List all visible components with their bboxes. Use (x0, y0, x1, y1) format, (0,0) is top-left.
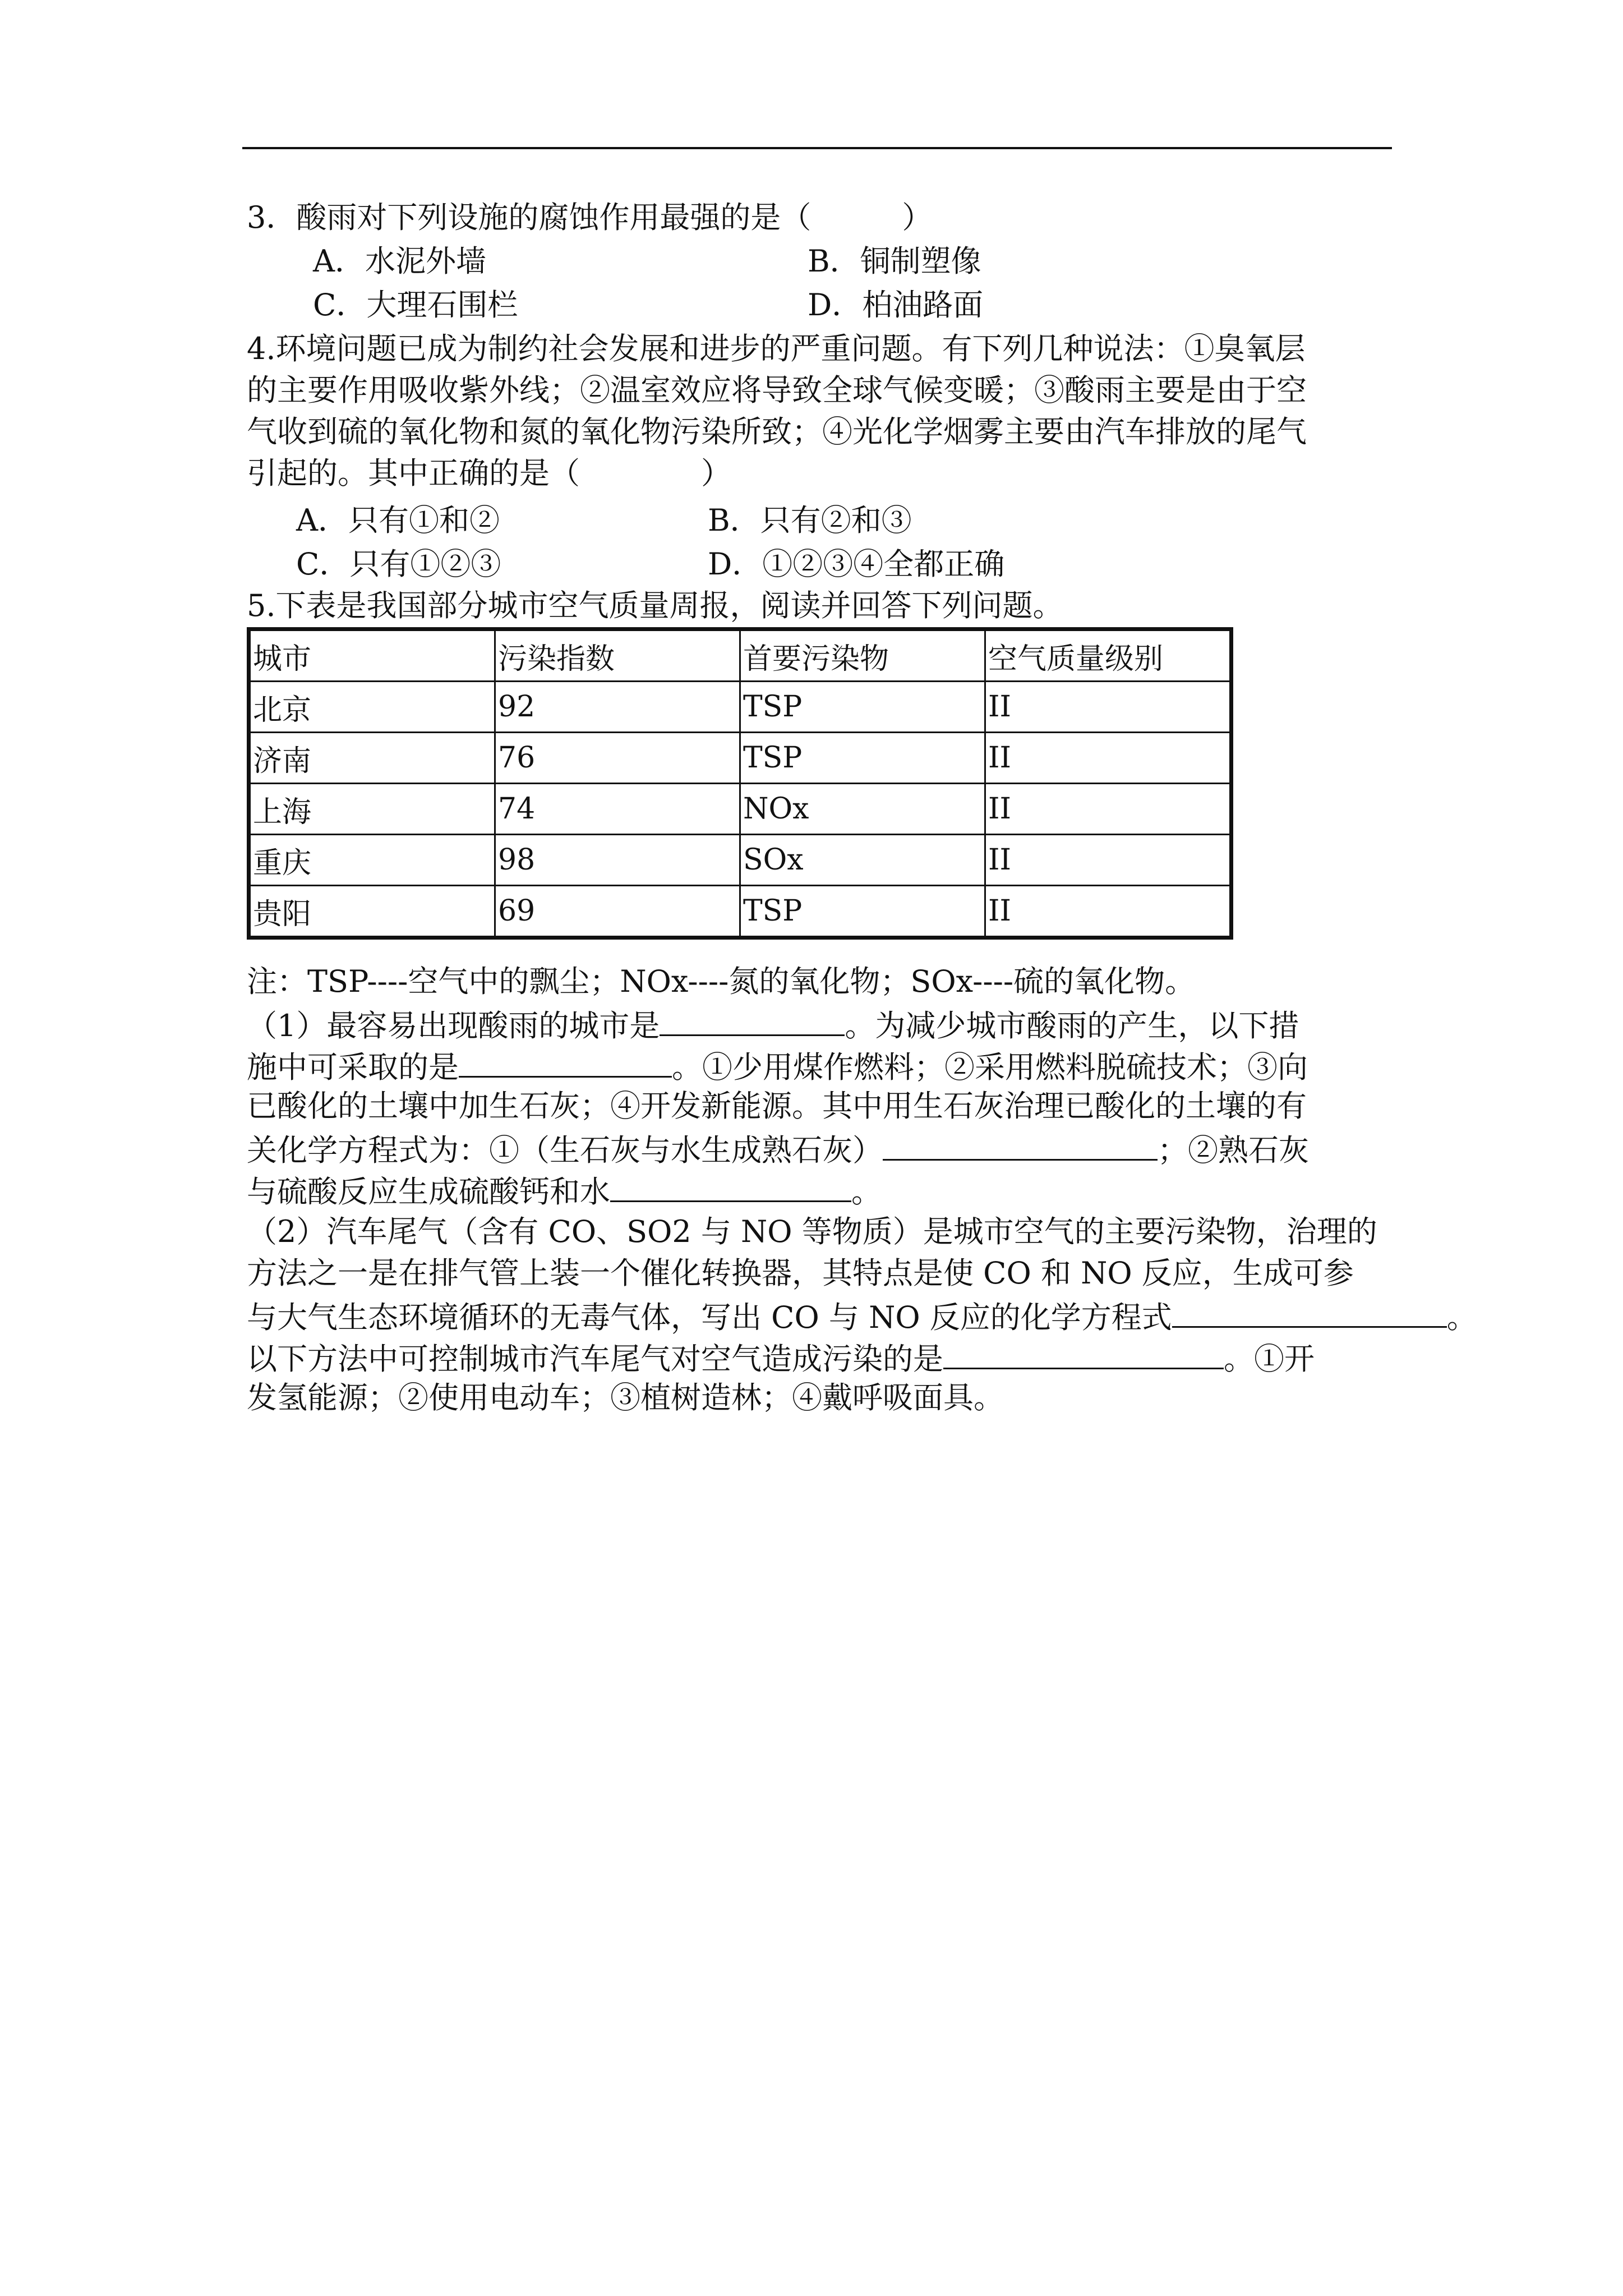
header-city: 城市 (249, 629, 495, 682)
cell-city: 济南 (249, 733, 495, 784)
q4-line-4: 引起的。其中正确的是（ ） (247, 455, 731, 491)
cell-city: 贵阳 (249, 886, 495, 938)
cell-pollutant: TSP (740, 733, 985, 784)
cell-city: 北京 (249, 682, 495, 733)
cell-pollutant: TSP (740, 682, 985, 733)
q4-option-d: D．①②③④全都正确 (708, 546, 1005, 582)
part1-line-1 (247, 1002, 1299, 1047)
answer-blank[interactable] (459, 1043, 672, 1078)
q4-line-3: 气收到硫的氧化物和氮的氧化物污染所致；④光化学烟雾主要由汽车排放的尾气 (247, 414, 1307, 449)
part1-line-3: 已酸化的土壤中加生石灰；④开发新能源。其中用生石灰治理已酸化的土壤的有 (247, 1088, 1307, 1124)
table-row (249, 886, 1232, 938)
q3-option-d: D．柏油路面 (808, 287, 984, 323)
q3-option-a: A．水泥外墙 (313, 243, 486, 279)
header-index: 污染指数 (495, 629, 740, 682)
part1-line-2 (247, 1043, 1308, 1089)
cell-city: 上海 (249, 784, 495, 835)
q4-option-a: A．只有①和② (296, 503, 500, 538)
table-header-row (249, 629, 1232, 682)
cell-index: 74 (495, 784, 740, 835)
part2-text: 以下方法中可控制城市汽车尾气对空气造成污染的是 (247, 1341, 943, 1377)
part1-text: 关化学方程式为：①（生石灰与水生成熟石灰） (247, 1133, 883, 1168)
cell-city: 重庆 (249, 835, 495, 886)
part2-line-3 (247, 1294, 1477, 1339)
table-note: 注：TSP----空气中的飘尘；NOx----氮的氧化物；SOx----硫的氧化物。 (247, 964, 1196, 999)
answer-blank[interactable] (610, 1168, 851, 1202)
header-rule (242, 147, 1392, 149)
cell-grade: II (985, 733, 1232, 784)
answer-blank[interactable] (883, 1126, 1158, 1161)
cell-index: 98 (495, 835, 740, 886)
part1-text: 施中可采取的是 (247, 1050, 459, 1085)
part1-text: （1）最容易出现酸雨的城市是 (247, 1008, 660, 1043)
q3-option-b: B．铜制塑像 (808, 243, 981, 279)
part2-text: 与大气生态环境循环的无毒气体，写出 CO 与 NO 反应的化学方程式 (247, 1300, 1172, 1335)
part2-line-4 (247, 1335, 1315, 1381)
cell-index: 76 (495, 733, 740, 784)
part2-text: 。 (1446, 1300, 1477, 1335)
cell-pollutant: TSP (740, 886, 985, 938)
table-row (249, 835, 1232, 886)
cell-index: 92 (495, 682, 740, 733)
q4-line-2: 的主要作用吸收紫外线；②温室效应将导致全球气候变暖；③酸雨主要是由于空 (247, 372, 1307, 408)
part2-line-1: （2）汽车尾气（含有 CO、SO2 与 NO 等物质）是城市空气的主要污染物，治理的 (247, 1214, 1377, 1249)
answer-blank[interactable] (660, 1002, 845, 1036)
q4-option-b: B．只有②和③ (708, 503, 912, 538)
part1-text: 与硫酸反应生成硫酸钙和水 (247, 1174, 610, 1209)
part2-text: 。①开 (1224, 1341, 1315, 1377)
part2-line-2: 方法之一是在排气管上装一个催化转换器，其特点是使 CO 和 NO 反应，生成可参 (247, 1255, 1354, 1291)
cell-pollutant: SOx (740, 835, 985, 886)
part1-text: ；②熟石灰 (1158, 1133, 1309, 1168)
table-row (249, 682, 1232, 733)
answer-blank[interactable] (1172, 1294, 1447, 1328)
cell-grade: II (985, 682, 1232, 733)
q3-stem: 3．酸雨对下列设施的腐蚀作用最强的是（ ） (247, 200, 933, 235)
part1-text: 。为减少城市酸雨的产生，以下措 (845, 1008, 1299, 1043)
part1-line-5 (247, 1168, 882, 1213)
header-pollutant: 首要污染物 (740, 629, 985, 682)
air-quality-table (247, 627, 1233, 940)
part1-text: 。 (851, 1174, 882, 1209)
q4-line-1: 4.环境问题已成为制约社会发展和进步的严重问题。有下列几种说法：①臭氧层 (247, 331, 1306, 366)
cell-grade: II (985, 835, 1232, 886)
cell-grade: II (985, 784, 1232, 835)
cell-index: 69 (495, 886, 740, 938)
answer-blank[interactable] (943, 1335, 1224, 1369)
cell-grade: II (985, 886, 1232, 938)
table-row (249, 784, 1232, 835)
header-grade: 空气质量级别 (985, 629, 1232, 682)
table-row (249, 733, 1232, 784)
q5-intro: 5.下表是我国部分城市空气质量周报，阅读并回答下列问题。 (247, 588, 1063, 623)
part2-line-5: 发氢能源；②使用电动车；③植树造林；④戴呼吸面具。 (247, 1380, 1004, 1415)
q4-option-c: C．只有①②③ (296, 546, 501, 582)
q3-option-c: C．大理石围栏 (313, 287, 518, 323)
part1-text: 。①少用煤作燃料；②采用燃料脱硫技术；③向 (672, 1050, 1308, 1085)
cell-pollutant: NOx (740, 784, 985, 835)
part1-line-4 (247, 1126, 1309, 1172)
